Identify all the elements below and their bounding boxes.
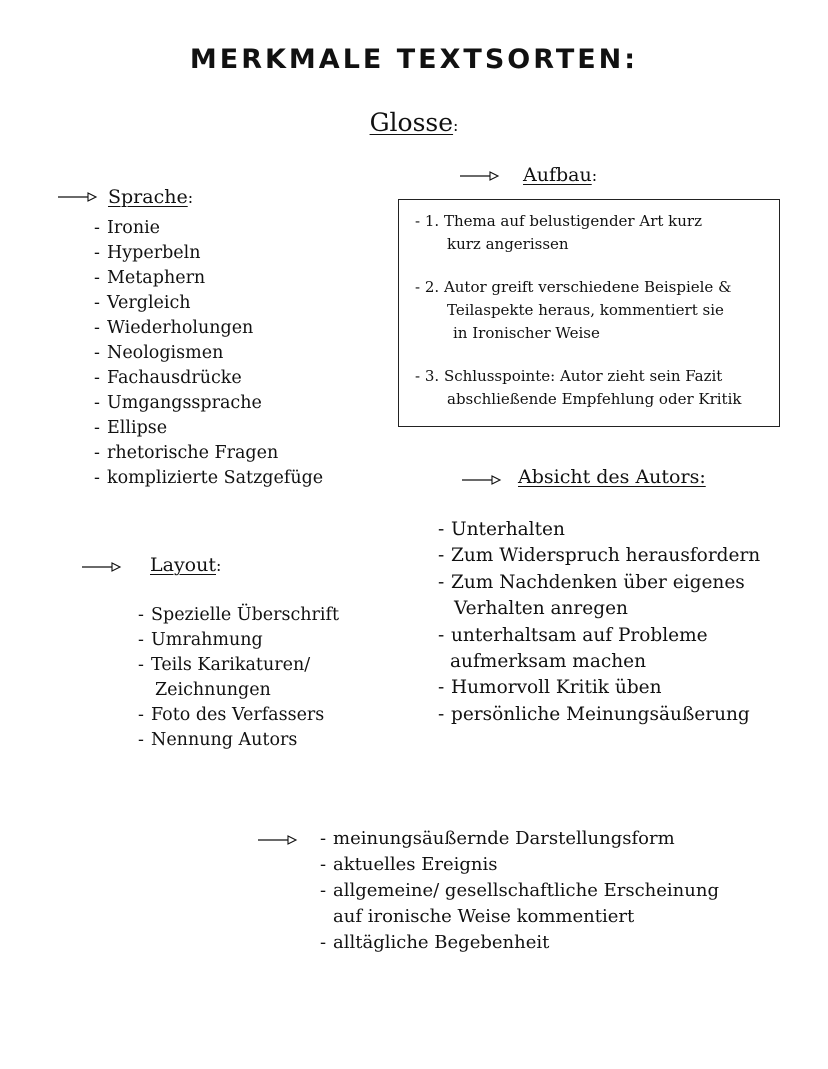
absicht-arrow-icon bbox=[462, 474, 502, 486]
list-item: - Teils Karikaturen/ bbox=[138, 655, 311, 675]
list-item: - Umgangssprache bbox=[94, 393, 262, 413]
list-item: - persönliche Meinungsäußerung bbox=[438, 703, 750, 725]
sprache-list bbox=[94, 216, 323, 491]
list-item: Verhalten anregen bbox=[454, 598, 628, 620]
subtitle bbox=[0, 108, 828, 137]
list-item: - meinungsäußernde Darstellungsform bbox=[320, 828, 675, 849]
aufbau-heading-text: Aufbau bbox=[523, 164, 592, 186]
list-item: - aktuelles Ereignis bbox=[320, 854, 498, 875]
aufbau-colon: : bbox=[591, 166, 598, 185]
aufbau-box bbox=[398, 199, 780, 427]
list-item: - Spezielle Überschrift bbox=[138, 605, 340, 625]
absicht-heading bbox=[518, 466, 706, 488]
aufbau-entry-2: - 2. Autor greift verschiedene Beispiele & Teilaspekte heraus, kommentiert sie in Ironischer Weise bbox=[415, 278, 732, 342]
list-item: - Vergleich bbox=[94, 293, 191, 313]
page-title: MERKMALE TEXTSORTEN: bbox=[189, 44, 639, 75]
list-item: - Fachausdrücke bbox=[94, 368, 242, 388]
list-item: - Ironie bbox=[94, 218, 161, 238]
list-item: - Wiederholungen bbox=[94, 318, 254, 338]
sprache-arrow-icon bbox=[58, 191, 98, 203]
aufbau-entry-3: - 3. Schlusspointe: Autor zieht sein Fazit abschließende Empfehlung oder Kritik bbox=[415, 367, 742, 408]
layout-list bbox=[138, 603, 339, 753]
layout-heading bbox=[150, 554, 221, 576]
subtitle-text: Glosse bbox=[369, 108, 454, 137]
list-item: - Zum Widerspruch herausfordern bbox=[438, 545, 761, 567]
layout-heading-text: Layout bbox=[150, 554, 216, 576]
aufbau-arrow-icon bbox=[460, 170, 500, 182]
list-item: - allgemeine/ gesellschaftliche Erscheinung bbox=[320, 880, 719, 901]
list-item: - komplizierte Satzgefüge bbox=[94, 468, 324, 488]
list-item: - Nennung Autors bbox=[138, 730, 298, 750]
absicht-heading-text: Absicht des Autors: bbox=[518, 466, 706, 488]
list-item: - Hyperbeln bbox=[94, 243, 201, 263]
list-item: - Umrahmung bbox=[138, 630, 263, 650]
list-item: aufmerksam machen bbox=[450, 650, 646, 672]
subtitle-colon: : bbox=[453, 116, 459, 135]
list-item: - Neologismen bbox=[94, 343, 224, 363]
layout-arrow-icon bbox=[82, 561, 122, 573]
list-item: - unterhaltsam auf Probleme bbox=[438, 624, 708, 646]
list-item: - Zum Nachdenken über eigenes bbox=[438, 571, 745, 593]
list-item: - Foto des Verfassers bbox=[138, 705, 325, 725]
list-item: - Metaphern bbox=[94, 268, 206, 288]
absicht-list bbox=[438, 517, 760, 728]
sprache-heading-text: Sprache bbox=[108, 186, 188, 208]
allgemein-arrow-icon bbox=[258, 834, 298, 846]
aufbau-entry-1: - 1. Thema auf belustigender Art kurz kurz angerissen bbox=[415, 212, 702, 253]
list-item: - Unterhalten bbox=[438, 519, 565, 540]
sprache-heading bbox=[108, 186, 193, 208]
list-item: - alltägliche Begebenheit bbox=[320, 932, 550, 953]
list-item: - rhetorische Fragen bbox=[94, 443, 279, 463]
layout-colon: : bbox=[216, 556, 222, 575]
aufbau-heading bbox=[523, 164, 597, 186]
sprache-colon: : bbox=[187, 188, 194, 207]
list-item: Zeichnungen bbox=[155, 680, 271, 700]
list-item: auf ironische Weise kommentiert bbox=[333, 906, 635, 927]
allgemein-list bbox=[320, 826, 719, 956]
list-item: - Ellipse bbox=[94, 418, 168, 438]
list-item: - Humorvoll Kritik üben bbox=[438, 677, 662, 699]
